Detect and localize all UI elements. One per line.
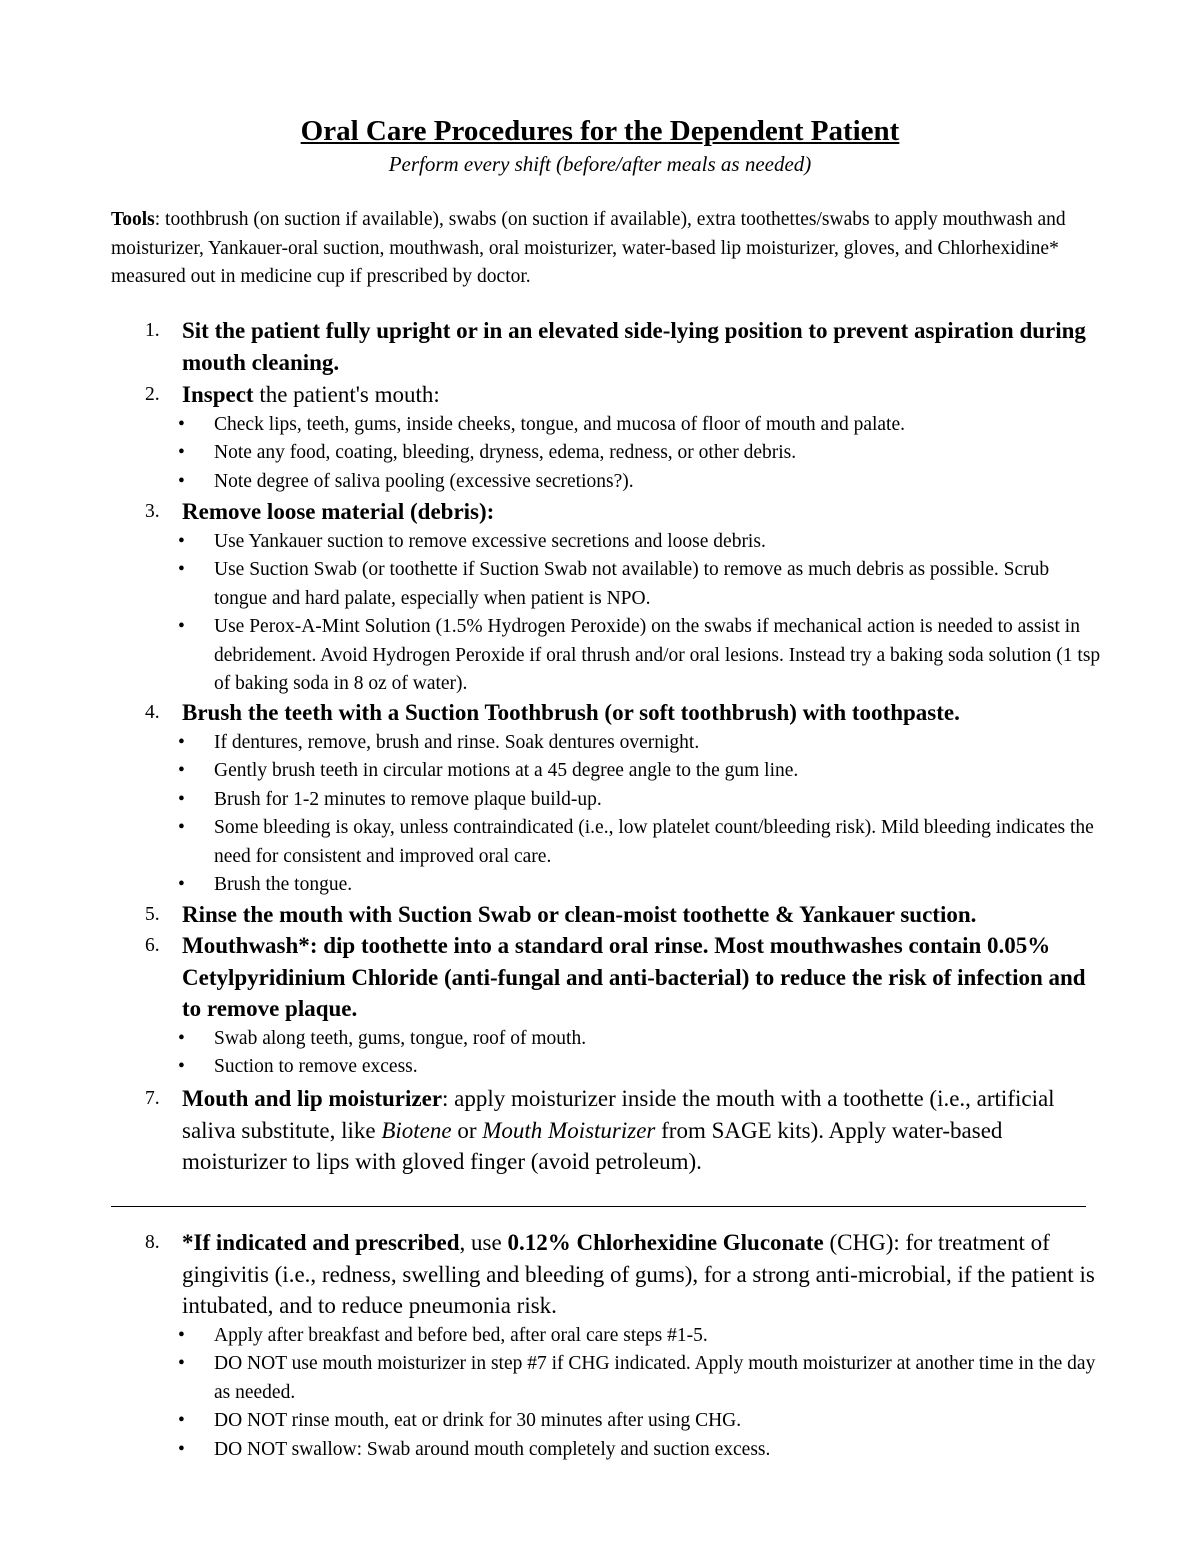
step-heading: Inspect the patient's mouth: (182, 382, 440, 407)
bullet-icon: • (178, 559, 185, 580)
list-item: • Gently brush teeth in circular motions at a 45 degree angle to the gum line. (214, 757, 1101, 786)
list-item: • Some bleeding is okay, unless contraindicated (i.e., low platelet count/bleeding risk). Mild bleeding indicates the need for consistent and improved oral care. (214, 814, 1101, 871)
bullet-icon: • (178, 874, 185, 895)
bullet-icon: • (178, 1324, 185, 1346)
bullet-icon: • (178, 1410, 185, 1431)
bullet-icon: • (178, 413, 185, 435)
bullet-icon: • (178, 1353, 185, 1374)
bullet-list (178, 1322, 1101, 1465)
step-heading: Mouthwash*: dip toothette into a standard oral rinse. Most mouthwashes contain 0.05% Cetylpyridinium Chloride (anti-fungal and anti-bacterial) to reduce the risk of infection and to remove plaque. (182, 933, 1086, 1021)
list-item: • Note degree of saliva pooling (excessive secretions?). (214, 468, 1101, 497)
bullet-icon: • (178, 442, 185, 463)
list-item: • Apply after breakfast and before bed, after oral care steps #1-5. (214, 1322, 1101, 1351)
step-number: 7. (145, 1088, 160, 1109)
bullet-icon: • (178, 788, 185, 810)
bullet-list (178, 528, 1101, 699)
bullet-list (178, 411, 1101, 497)
step-heading: Remove loose material (debris): (182, 499, 495, 524)
tools-paragraph (111, 206, 1101, 292)
step-heading: Sit the patient fully upright or in an elevated side-lying position to prevent aspiration during mouth cleaning. (182, 318, 1086, 375)
page-title: Oral Care Procedures for the Dependent Patient (300, 115, 900, 147)
bullet-icon: • (178, 470, 185, 492)
step-5 (111, 899, 1101, 931)
list-item: • Use Suction Swab (or toothette if Suction Swab not available) to remove as much debris as possible. Scrub tongue and hard palate, especially when patient is NPO. (214, 556, 1101, 613)
list-item: • Brush for 1-2 minutes to remove plaque build-up. (214, 786, 1101, 815)
step-3 (111, 496, 1101, 699)
list-item: • Note any food, coating, bleeding, dryness, edema, redness, or other debris. (214, 439, 1101, 468)
step-4 (111, 697, 1101, 900)
step-6 (111, 930, 1101, 1082)
step-8 (111, 1227, 1101, 1464)
bullet-icon: • (178, 1056, 185, 1077)
list-item: • DO NOT use mouth moisturizer in step #7 if CHG indicated. Apply mouth moisturizer at another time in the day as needed. (214, 1350, 1101, 1407)
step-number: 3. (145, 501, 160, 522)
step-2 (111, 379, 1101, 496)
bullet-icon: • (178, 731, 185, 753)
step-number: 6. (145, 935, 160, 956)
step-heading: Mouth and lip moisturizer: apply moisturizer inside the mouth with a toothette (i.e., artificial saliva substitute, like Biotene or Mouth Moisturizer from SAGE kits). Apply water-based moisturizer to lips with gloved finger (avoid petroleum). (182, 1086, 1055, 1174)
step-number: 1. (145, 320, 160, 341)
step-number: 4. (145, 702, 160, 723)
step-1 (111, 315, 1101, 378)
bullet-icon: • (178, 1438, 185, 1460)
list-item: • Check lips, teeth, gums, inside cheeks, tongue, and mucosa of floor of mouth and palate. (214, 411, 1101, 440)
step-heading: Rinse the mouth with Suction Swab or clean-moist toothette & Yankauer suction. (182, 902, 977, 927)
step-heading: *If indicated and prescribed, use 0.12% Chlorhexidine Gluconate (CHG): for treatment of gingivitis (i.e., redness, swelling and bleeding of gums), for a strong anti-microbial, if the patient is intubated, and to reduce pneumonia risk. (182, 1230, 1095, 1318)
list-item: • DO NOT swallow: Swab around mouth completely and suction excess. (214, 1436, 1101, 1465)
list-item: • If dentures, remove, brush and rinse. Soak dentures overnight. (214, 729, 1101, 758)
step-number: 8. (145, 1232, 160, 1253)
bullet-icon: • (178, 1027, 185, 1049)
step-number: 5. (145, 904, 160, 925)
tools-label: Tools (111, 209, 155, 230)
list-item: • Brush the tongue. (214, 871, 1101, 900)
list-item: • DO NOT rinse mouth, eat or drink for 30 minutes after using CHG. (214, 1407, 1101, 1436)
list-item: • Swab along teeth, gums, tongue, roof of mouth. (214, 1025, 1101, 1054)
list-item: • Use Perox-A-Mint Solution (1.5% Hydrogen Peroxide) on the swabs if mechanical action is needed to assist in debridement. Avoid Hydrogen Peroxide if oral thrush and/or oral lesions. Instead try a baking soda solution (1 tsp of baking soda in 8 oz of water). (214, 613, 1101, 699)
bullet-icon: • (178, 760, 185, 781)
list-item: • Suction to remove excess. (214, 1053, 1101, 1082)
bullet-icon: • (178, 817, 185, 838)
bullet-icon: • (178, 616, 185, 637)
horizontal-divider (111, 1206, 1086, 1207)
bullet-icon: • (178, 530, 185, 552)
step-heading: Brush the teeth with a Suction Toothbrush (or soft toothbrush) with toothpaste. (182, 700, 960, 725)
bullet-list (178, 729, 1101, 900)
list-item: • Use Yankauer suction to remove excessive secretions and loose debris. (214, 528, 1101, 557)
bullet-list (178, 1025, 1101, 1082)
page-subtitle: Perform every shift (before/after meals as needed) (388, 152, 812, 176)
tools-text: : toothbrush (on suction if available), swabs (on suction if available), extra toothettes/swabs to apply mouthwash and moisturizer, Yankauer-oral suction, mouthwash, oral moisturizer, water-based lip moisturizer, gloves, and Chlorhexidine* measured out in medicine cup if prescribed by doctor. (111, 209, 1066, 287)
step-number: 2. (145, 384, 160, 405)
step-7 (111, 1083, 1101, 1178)
